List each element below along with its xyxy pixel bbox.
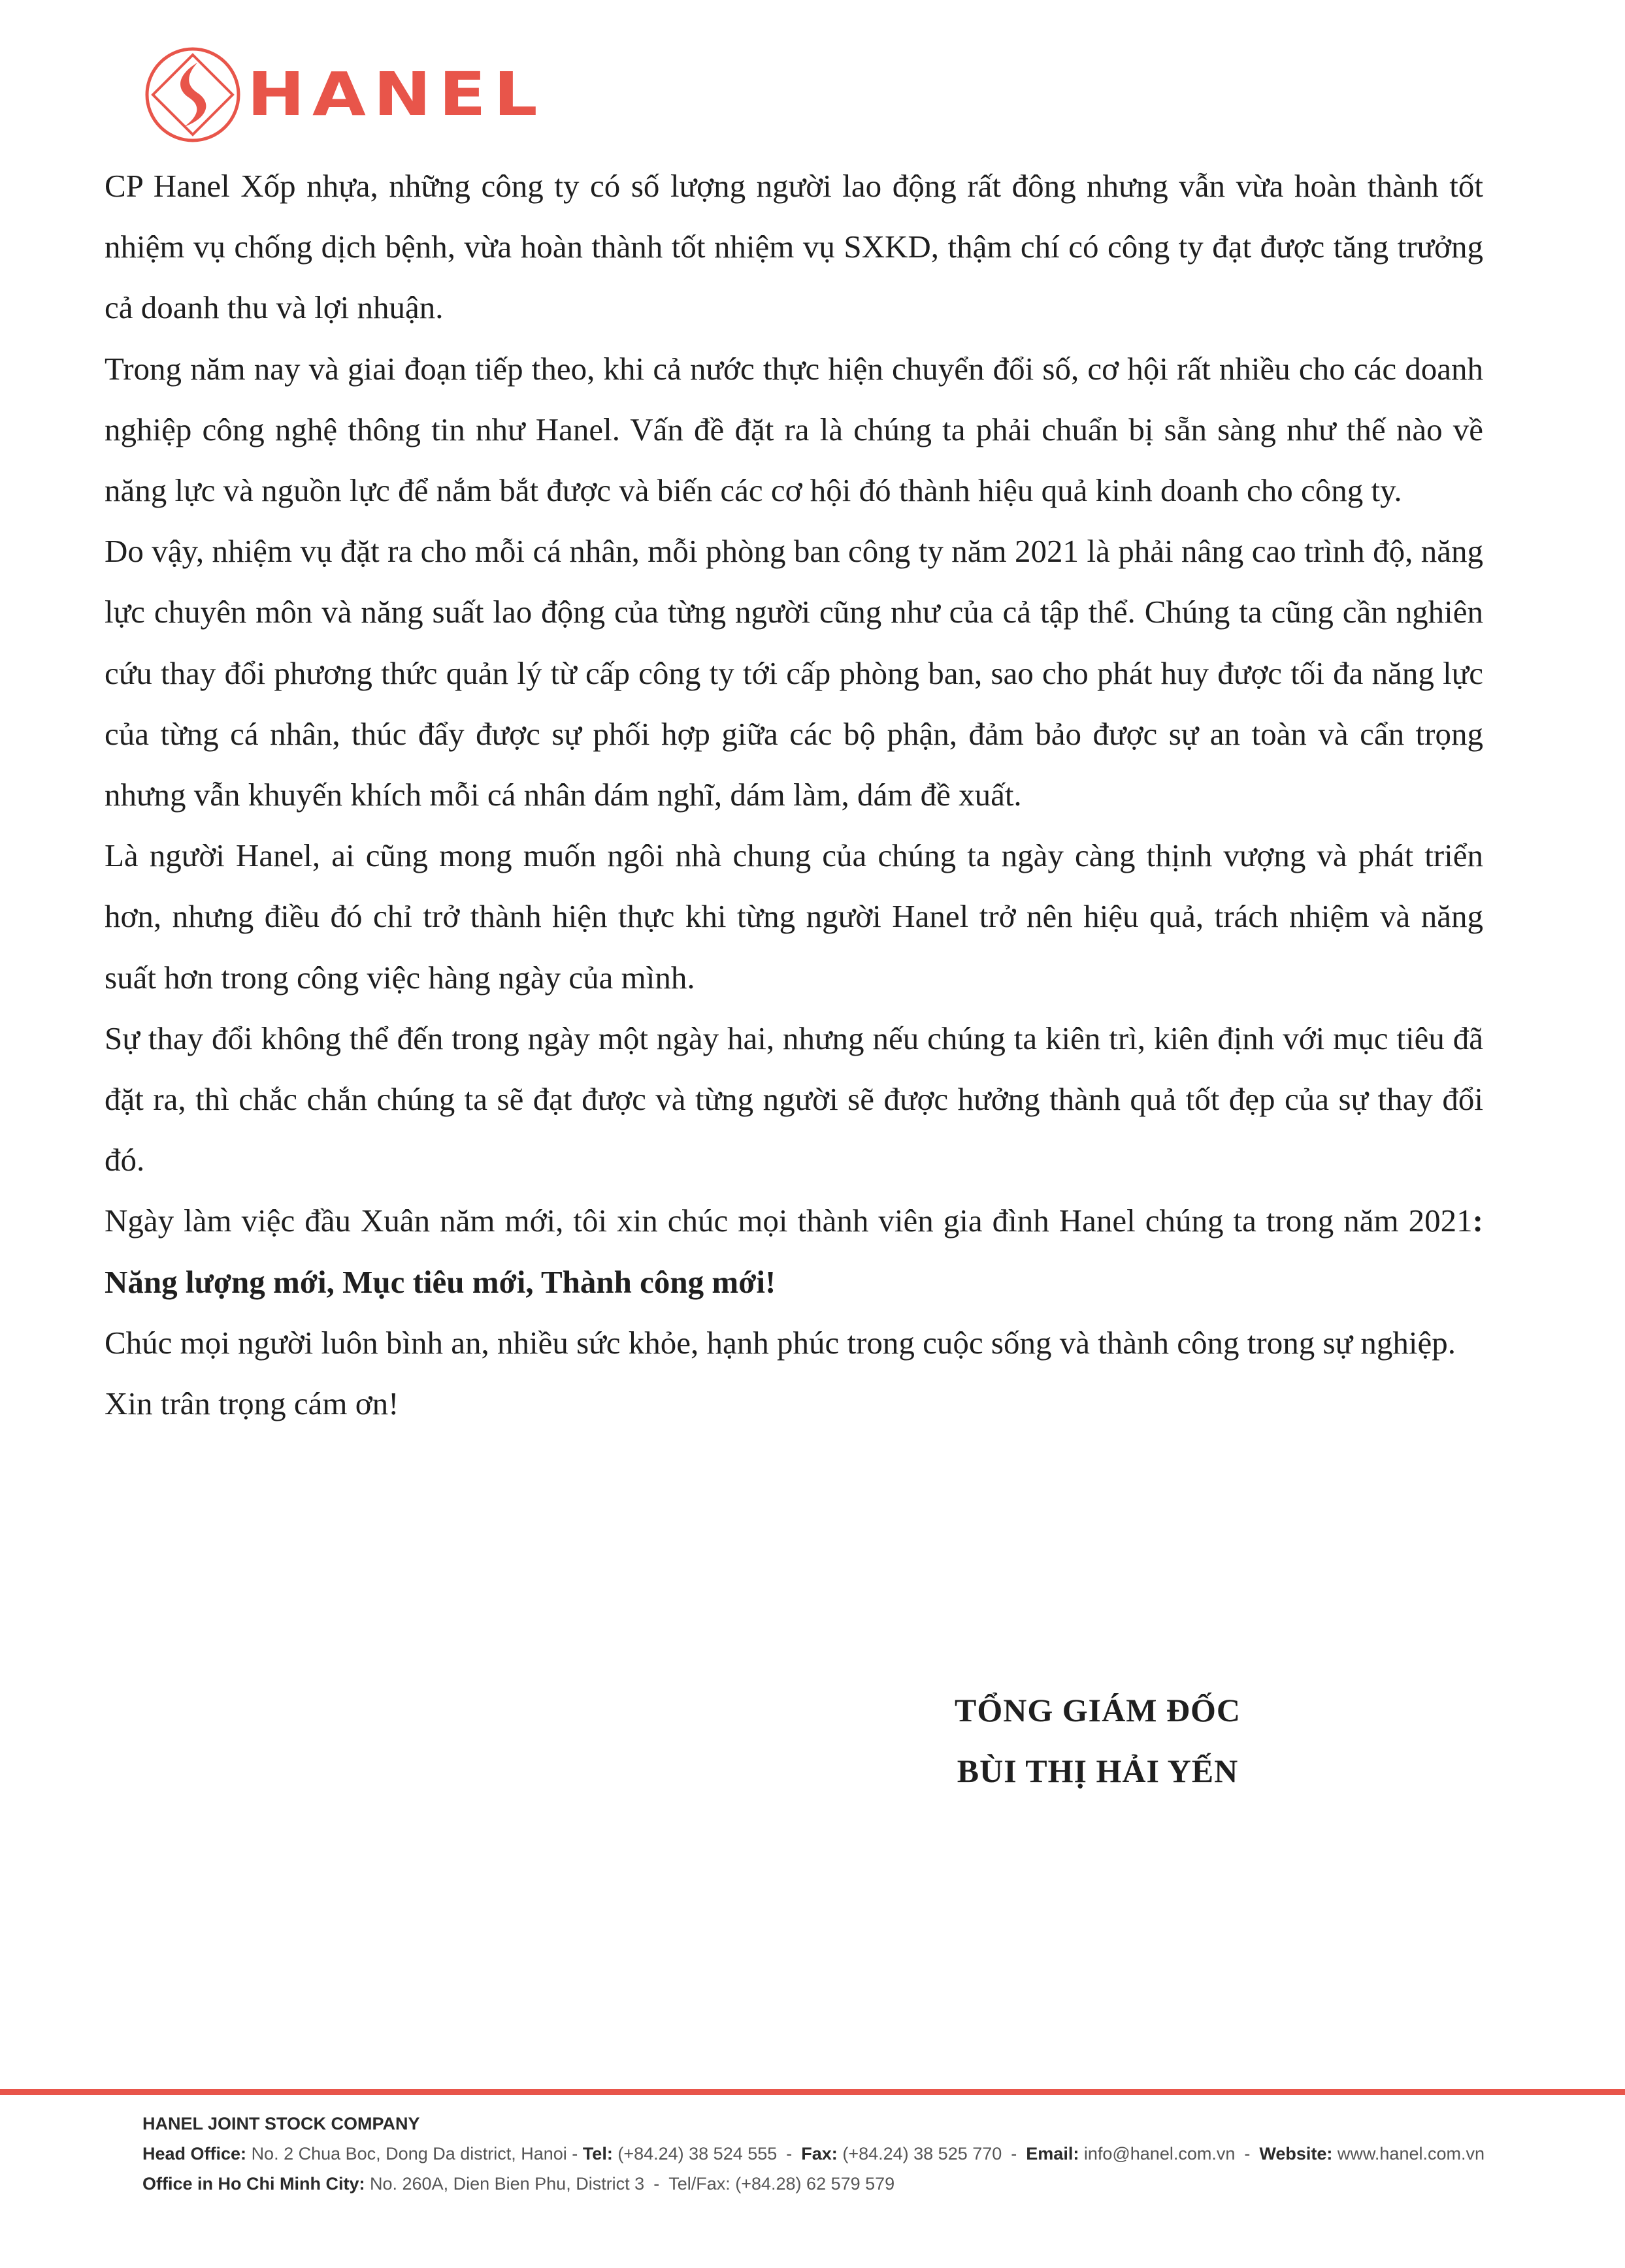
footer-separator: - (1244, 2144, 1251, 2163)
paragraph-1: CP Hanel Xốp nhựa, những công ty có số lượng người lao động rất đông nhưng vẫn vừa hoàn thành tốt nhiệm vụ chống dịch bệnh, vừa hoàn thành tốt nhiệm vụ SXKD, thậm chí có công ty đạt được tăng trưởng cả doanh thu và lợi nhuận. (105, 168, 1483, 326)
footer-hcm-office (142, 2169, 1606, 2199)
signature-block (902, 1680, 1294, 1802)
head-office-label: Head Office: (142, 2144, 247, 2163)
greeting-paragraph (105, 1190, 1483, 1312)
footer-head-office (142, 2139, 1606, 2169)
greeting-text: Ngày làm việc đầu Xuân năm mới, tôi xin chúc mọi thành viên gia đình Hanel chúng ta trong năm 2021 (105, 1203, 1473, 1239)
hcm-office-address: No. 260A, Dien Bien Phu, District 3 (370, 2174, 645, 2194)
hcm-telfax: Tel/Fax: (+84.28) 62 579 579 (668, 2174, 895, 2194)
paragraph-4: Là người Hanel, ai cũng mong muốn ngôi nhà chung của chúng ta ngày càng thịnh vượng và phát triển hơn, nhưng điều đó chỉ trở thành hiện thực khi từng người Hanel trở nên hiệu quả, trách nhiệm và năng suất hơn trong công việc hàng ngày của mình. (105, 837, 1483, 996)
thanks-paragraph: Xin trân trọng cám ơn! (105, 1385, 399, 1422)
footer-company: HANEL JOINT STOCK COMPANY (142, 2114, 420, 2133)
website-label: Website: (1259, 2144, 1333, 2163)
tel-value: (+84.24) 38 524 555 (617, 2144, 778, 2163)
email-label: Email: (1026, 2144, 1079, 2163)
footer-separator: - (653, 2174, 660, 2194)
footer-separator: - (786, 2144, 793, 2163)
paragraph-3: Do vậy, nhiệm vụ đặt ra cho mỗi cá nhân, mỗi phòng ban công ty năm 2021 là phải nâng cao trình độ, năng lực chuyên môn và năng suất lao động của từng người cũng như của cả tập thể. Chúng ta cũng cần nghiên cứu thay đổi phương thức quản lý từ cấp công ty tới cấp phòng ban, sao cho phát huy được tối đa năng lực của từng cá nhân, thúc đẩy được sự phối hợp giữa các bộ phận, đảm bảo được sự an toàn và cẩn trọng nhưng vẫn khuyến khích mỗi cá nhân dám nghĩ, dám làm, dám đề xuất. (105, 533, 1483, 813)
website-link[interactable]: www.hanel.com.vn (1337, 2144, 1485, 2163)
letter-body (105, 155, 1483, 1434)
greeting-motto: : Năng lượng mới, Mục tiêu mới, Thành công mới! (105, 1203, 1483, 1300)
footer-divider (0, 2089, 1625, 2095)
hanel-logo-wordmark: HANEL (247, 59, 546, 129)
signature-title: TỔNG GIÁM ĐỐC (955, 1692, 1241, 1728)
paragraph-2: Trong năm nay và giai đoạn tiếp theo, khi cả nước thực hiện chuyển đổi số, cơ hội rất nhiều cho các doanh nghiệp công nghệ thông tin như Hanel. Vấn đề đặt ra là chúng ta phải chuẩn bị sẵn sàng như thế nào về năng lực và nguồn lực để nắm bắt được và biến các cơ hội đó thành hiệu quả kinh doanh cho công ty. (105, 350, 1483, 509)
footer (142, 2109, 1606, 2199)
signature-name: BÙI THỊ HẢI YẾN (957, 1753, 1239, 1789)
wish-paragraph: Chúc mọi người luôn bình an, nhiều sức khỏe, hạnh phúc trong cuộc sống và thành công trong sự nghiệp. (105, 1324, 1456, 1361)
hcm-office-label: Office in Ho Chi Minh City: (142, 2174, 365, 2194)
tel-label: Tel: (582, 2144, 613, 2163)
hanel-logo-icon (144, 46, 242, 144)
fax-value: (+84.24) 38 525 770 (842, 2144, 1002, 2163)
email-link[interactable]: info@hanel.com.vn (1083, 2144, 1236, 2163)
paragraph-5: Sự thay đổi không thể đến trong ngày một ngày hai, nhưng nếu chúng ta kiên trì, kiên định với mục tiêu đã đặt ra, thì chắc chắn chúng ta sẽ đạt được và từng người sẽ được hưởng thành quả tốt đẹp của sự thay đổi đó. (105, 1020, 1483, 1178)
head-office-address: No. 2 Chua Boc, Dong Da district, Hanoi - (251, 2144, 578, 2163)
footer-separator: - (1011, 2144, 1017, 2163)
hanel-logo (144, 46, 546, 144)
fax-label: Fax: (801, 2144, 838, 2163)
